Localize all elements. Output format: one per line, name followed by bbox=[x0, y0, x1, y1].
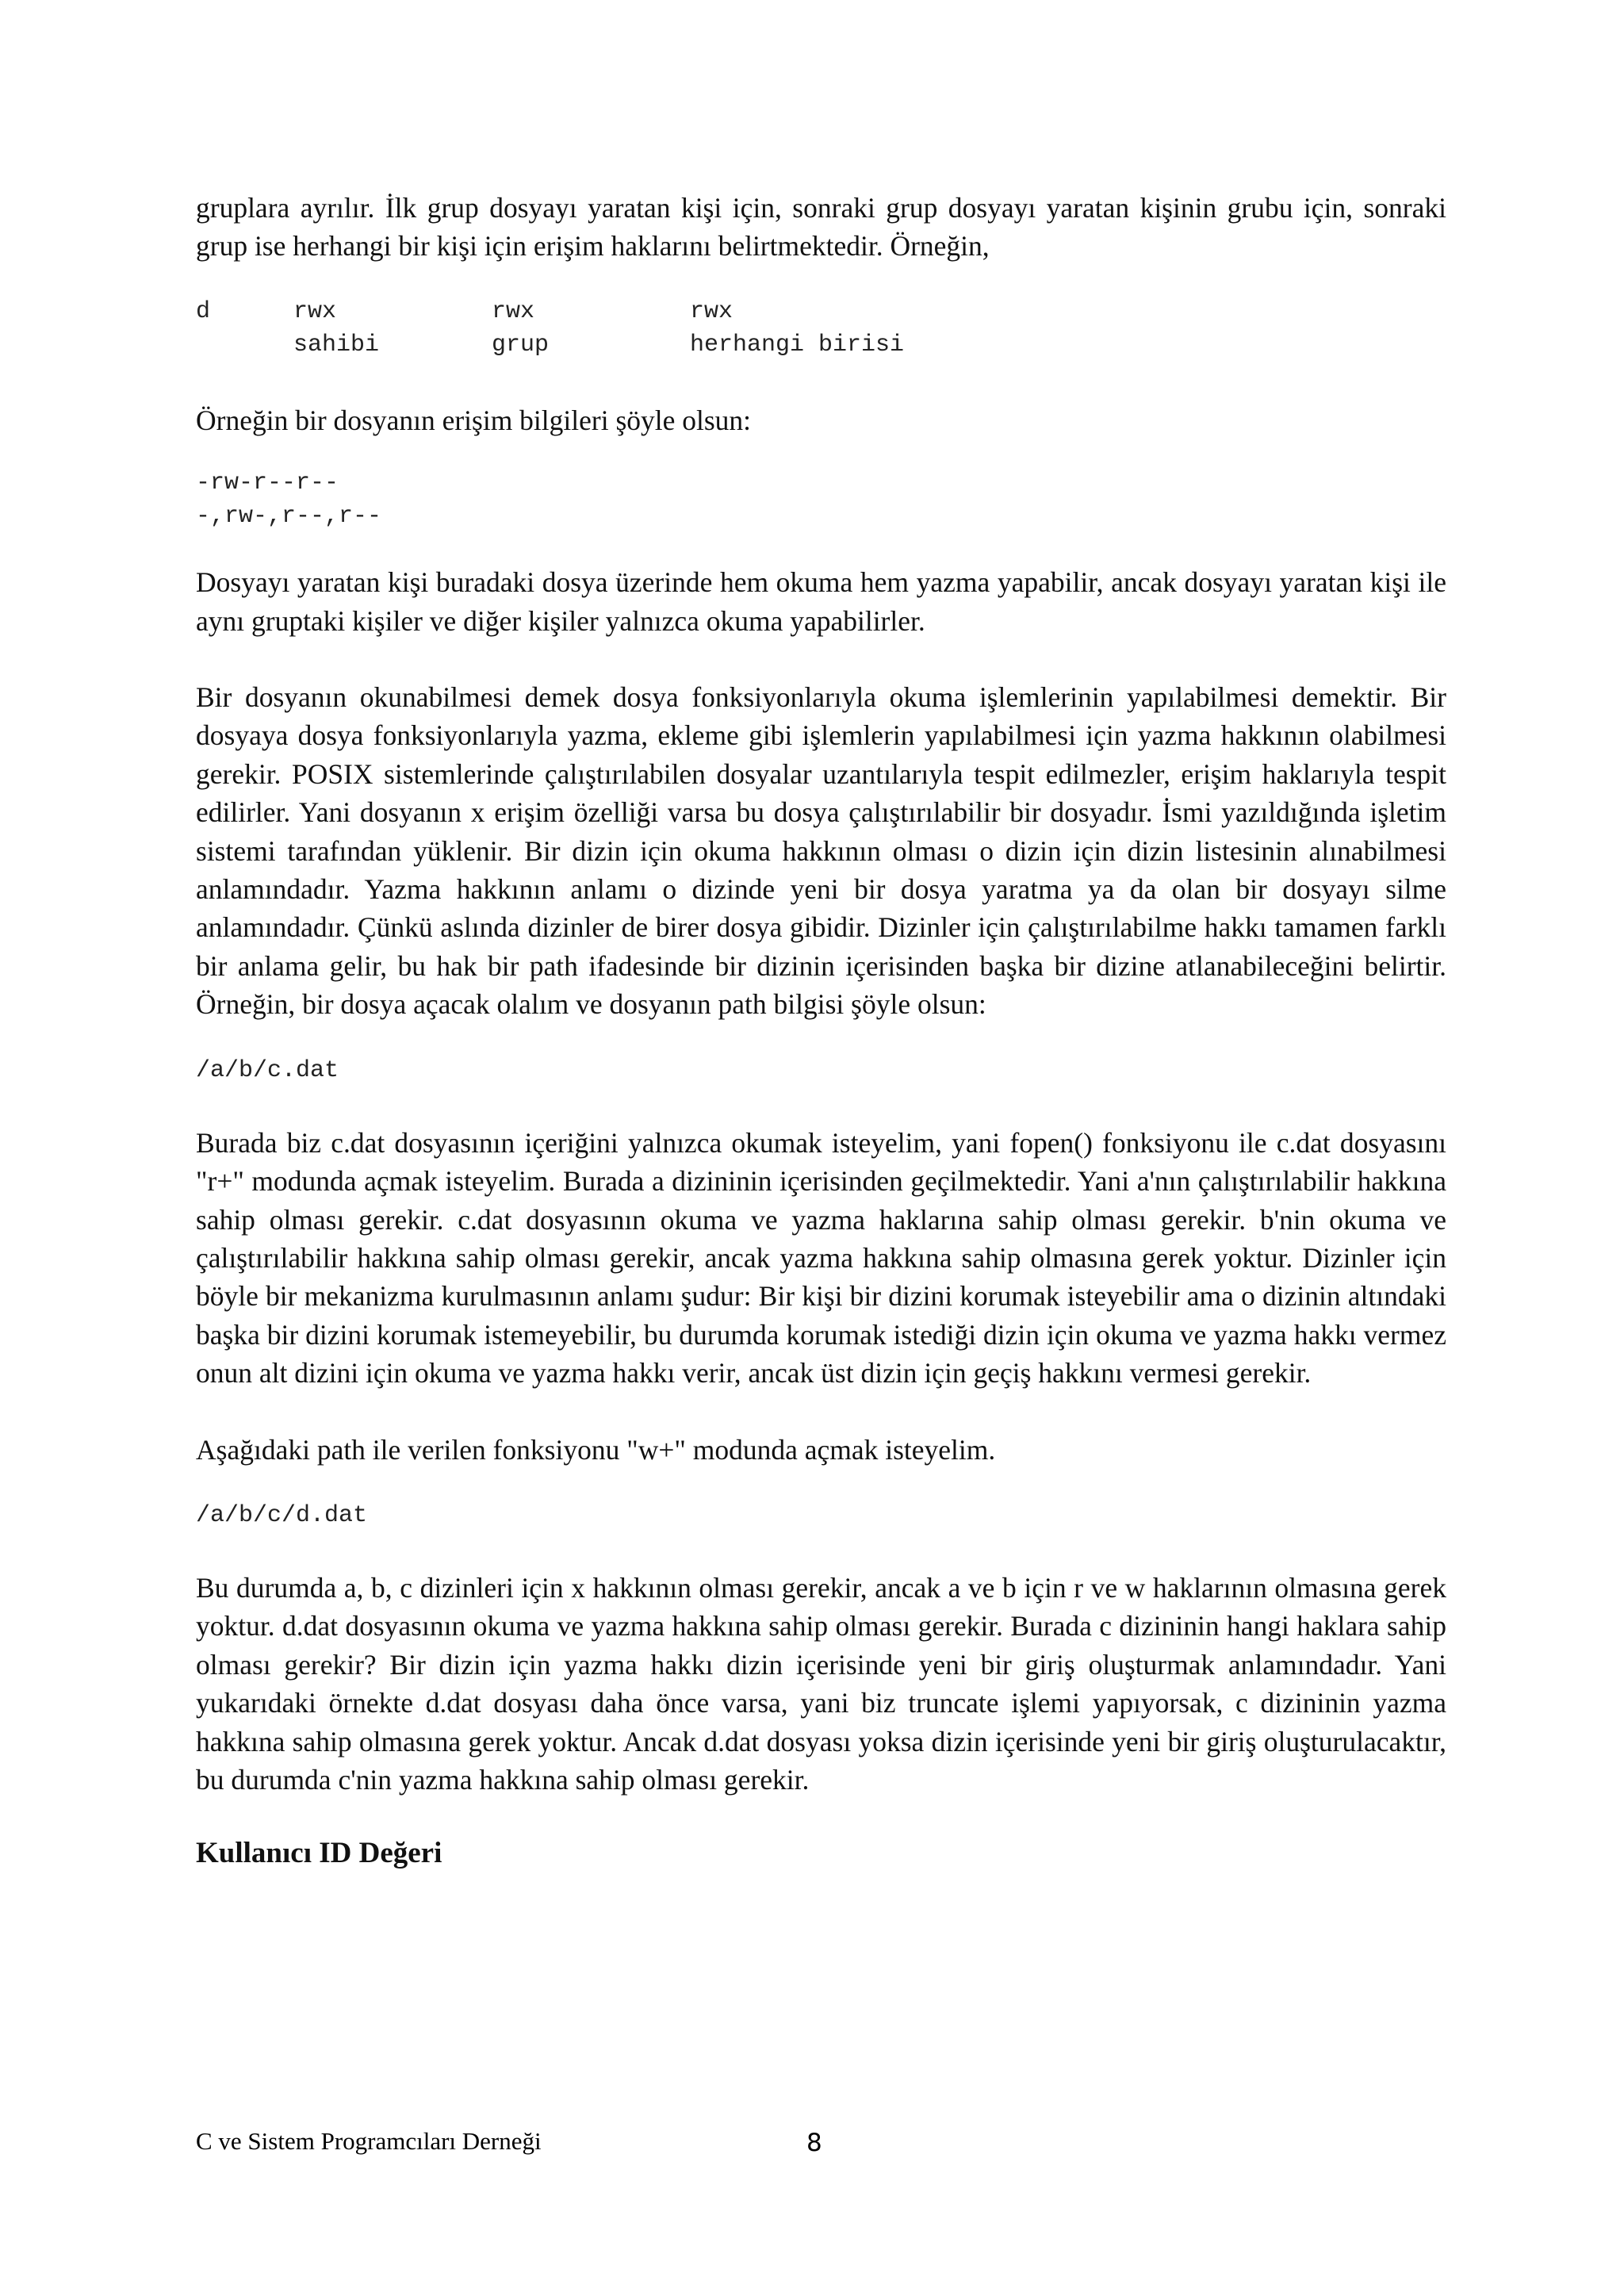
code-cell: rwx bbox=[293, 297, 337, 325]
page-footer bbox=[196, 2124, 1446, 2164]
paragraph-access-example-intro: Örneğin bir dosyanın erişim bilgileri şöyle olsun: bbox=[196, 404, 752, 436]
footer-organization: C ve Sistem Programcıları Derneği bbox=[196, 2127, 542, 2155]
code-line: -rw-r--r-- bbox=[196, 470, 339, 497]
code-cell: rwx bbox=[492, 297, 535, 325]
code-line: -,rw-,r--,r-- bbox=[196, 503, 382, 531]
paragraph-write-mode-intro: Aşağıdaki path ile verilen fonksiyonu "w+" modunda açmak isteyelim. bbox=[196, 1433, 996, 1466]
paragraph-groups-intro: gruplara ayrılır. İlk grup dosyayı yaratan kişi için, sonraki grup dosyayı yaratan kişinin grubu için, sonraki grup ise herhangi bir kişi için erişim haklarını belirtmektedir. Örneğin, bbox=[196, 192, 1446, 263]
code-cell: d bbox=[196, 297, 211, 325]
paragraph-access-explanation: Dosyayı yaratan kişi buradaki dosya üzerinde hem okuma hem yazma yapabilir, ancak dosyayı yaratan kişi ile aynı gruptaki kişiler ve diğer kişiler yalnızca okuma yapabilirler. bbox=[196, 566, 1446, 637]
code-path-example: /a/b/c.dat bbox=[196, 1056, 339, 1084]
paragraph-write-mode-explanation: Bu durumda a, b, c dizinleri için x hakkının olması gerekir, ancak a ve b için r ve w haklarının olmasına gerek yoktur. d.dat dosyasının okuma ve yazma hakkına sahip olması gerekir. Burada c dizininin hangi haklara sahip olması gerekir? Bir dizin için yazma hakkı dizin içerisinde yeni bir giriş oluşturmak anlamındadır. Yani yukarıdaki örnekte d.dat dosyası daha önce varsa, yani biz truncate işlemi yapıyorsak, c dizininin yazma hakkına sahip olmasına gerek yoktur. Ancak d.dat dosyası yoksa dizin içerisinde yeni bir giriş oluşturulacaktır, bu durumda c'nin yazma hakkına sahip olması gerekir. bbox=[196, 1571, 1446, 1796]
page-number: 8 bbox=[806, 2129, 822, 2157]
permission-layout-code bbox=[196, 295, 1446, 362]
code-cell: grup bbox=[492, 331, 550, 358]
permission-row-flags bbox=[196, 295, 1446, 328]
paragraph-path-read-example: Burada biz c.dat dosyasının içeriğini yalnızca okumak isteyelim, yani fopen() fonksiyonu ile c.dat dosyasını "r+" modunda açmak isteyelim. Burada a dizininin içerisinden geçilmektedir. Yani a'nın çalıştırılabilir hakkına sahip olması gerekir. c.dat dosyasının okuma ve yazma haklarına sahip olması gerekir. b'nin okuma ve çalıştırılabilir hakkına sahip olması gerekir, ancak yazma hakkına sahip olmasına gerek yoktur. Dizinler için böyle bir mekanizma kurulmasının anlamı şudur: Bir kişi bir dizini korumak isteyebilir ama o dizinin altındaki başka bir dizini korumak istemeyebilir, bu durumda korumak istediği dizin için okuma ve yazma hakkı vermez onun alt dizini için okuma ve yazma hakkı verir, ancak üst dizin için geçiş hakkını vermesi gerekir. bbox=[196, 1126, 1446, 1389]
access-example-code bbox=[196, 466, 1446, 533]
permission-row-owners bbox=[196, 328, 1446, 362]
code-cell bbox=[196, 328, 293, 362]
code-path-example-2: /a/b/c/d.dat bbox=[196, 1501, 368, 1529]
page-content bbox=[196, 189, 1446, 1873]
code-cell: sahibi bbox=[293, 331, 380, 358]
paragraph-read-write-meaning: Bir dosyanın okunabilmesi demek dosya fonksiyonlarıyla okuma işlemlerinin yapılabilmesi demektir. Bir dosyaya dosya fonksiyonlarıyla yazma, ekleme gibi işlemlerin yapılabilmesi için yazma hakkının olabilmesi gerekir. POSIX sistemlerinde çalıştırılabilen dosyalar uzantılarıyla tespit edilmezler, erişim haklarıyla tespit edilirler. Yani dosyanın x erişim özelliği varsa bu dosya çalıştırılabilir bir dosyadır. İsmi yazıldığında işletim sistemi tarafından yüklenir. Bir dizin için okuma hakkının olması o dizin için dizin listesinin alınabilmesi anlamındadır. Yazma hakkının anlamı o dizinde yeni bir dosya yaratma ya da olan bir dosyayı silme anlamındadır. Çünkü aslında dizinler de birer dosya gibidir. Dizinler için çalıştırılabilme hakkı tamamen farklı bir anlama gelir, bu hak bir path ifadesinde bir dizinin içerisinden başka bir dizine atlanabileceğini belirtir. Örneğin, bir dosya açacak olalım ve dosyanın path bilgisi şöyle olsun: bbox=[196, 681, 1446, 1021]
section-heading: Kullanıcı ID Değeri bbox=[196, 1837, 442, 1870]
code-cell: herhangi birisi bbox=[690, 331, 905, 358]
code-cell: rwx bbox=[690, 297, 733, 325]
